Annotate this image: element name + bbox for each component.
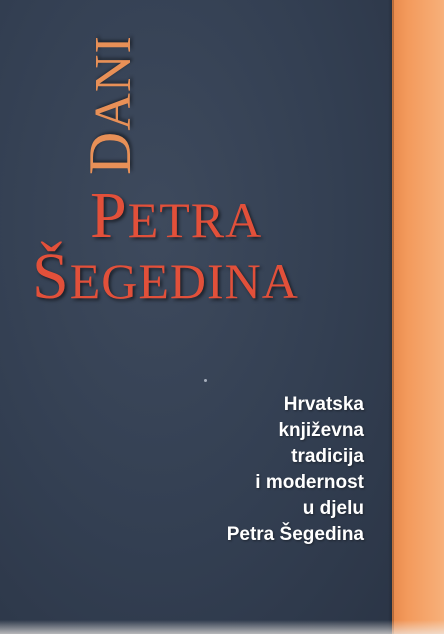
subtitle-line: Petra Šegedina	[226, 524, 364, 545]
subtitle-line: Hrvatska	[283, 394, 364, 415]
title-segedina-initial: Š	[32, 240, 70, 313]
title-dani-initial: D	[77, 130, 143, 175]
title-segedina-rest: EGEDINA	[69, 253, 299, 309]
panel-edge-shadow	[388, 0, 394, 634]
subtitle-line: tradicija	[291, 446, 364, 467]
title-petra-rest: ETRA	[127, 192, 263, 248]
title-petra-initial: P	[90, 179, 128, 252]
subtitle-line: i modernost	[255, 472, 364, 493]
title-dani	[77, 35, 143, 175]
subtitle	[227, 392, 364, 548]
title-petra	[90, 179, 263, 252]
cover-orange-strip	[392, 0, 444, 634]
title-segedina	[32, 240, 299, 313]
subtitle-line: u djelu	[302, 498, 364, 519]
subtitle-line: književna	[278, 420, 364, 441]
bottom-edge	[0, 620, 444, 634]
title-dani-rest: ANI	[85, 35, 142, 131]
decorative-dot	[204, 379, 207, 382]
